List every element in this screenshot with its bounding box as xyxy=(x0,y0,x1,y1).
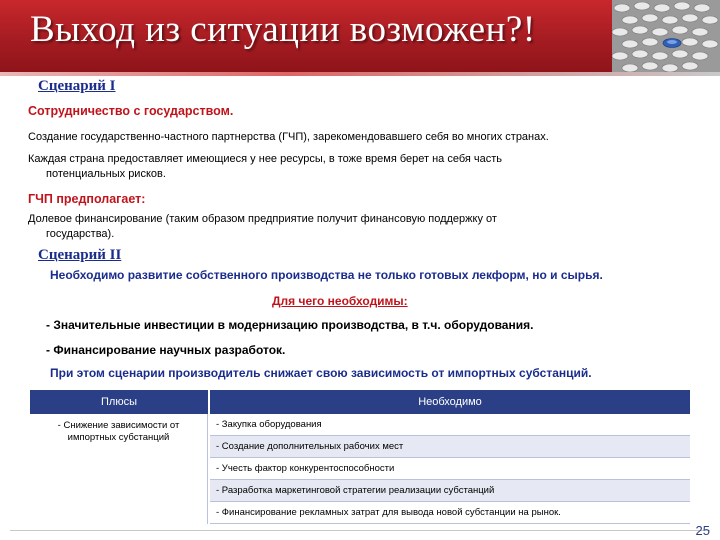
slide-title: Выход из ситуации возможен?! xyxy=(30,9,536,50)
ppp-text: Создание государственно-частного партнерства (ГЧП), зарекомендовавшего себя во многих странах. xyxy=(28,131,549,143)
table-header-pros: Плюсы xyxy=(30,390,208,414)
bullet-investments: - Значительные инвестиции в модернизацию производства, в т.ч. оборудования. xyxy=(46,318,534,332)
equity-text-line2: государства). xyxy=(46,228,115,240)
need-development-text: Необходимо развитие собственного производства не только готовых лекформ, но и сырья. xyxy=(50,268,603,282)
ppp-implies-heading: ГЧП предполагает: xyxy=(28,192,146,206)
pros-cell xyxy=(30,414,208,524)
conclusion-text: При этом сценарии производитель снижает свою зависимость от импортных субстанций. xyxy=(50,366,592,380)
scenario-1-heading: Сценарий I xyxy=(38,78,116,94)
slide-header xyxy=(0,0,720,72)
needed-row-3: - Учесть фактор конкурентоспособности xyxy=(210,458,690,480)
scenario-2-heading: Сценарий II xyxy=(38,247,122,263)
country-text-line2: потенциальных рисков. xyxy=(46,168,166,180)
pills-icon xyxy=(612,0,720,72)
equity-text xyxy=(28,212,497,242)
header-divider xyxy=(0,72,720,76)
table-header-needed: Необходимо xyxy=(210,390,690,414)
why-needed-heading xyxy=(272,294,408,308)
equity-text-line1: Долевое финансирование (таким образом предприятие получит финансовую поддержку от xyxy=(28,213,497,225)
pros-line1: - Снижение зависимости от xyxy=(57,420,180,431)
footer-divider xyxy=(10,530,710,531)
pros-needed-table xyxy=(30,390,690,524)
needed-row-2: - Создание дополнительных рабочих мест xyxy=(210,436,690,458)
country-text xyxy=(28,152,502,182)
bullet-research-funding: - Финансирование научных разработок. xyxy=(46,343,286,357)
cooperation-heading: Сотрудничество с государством. xyxy=(28,104,234,118)
needed-row-1: - Закупка оборудования xyxy=(210,414,690,436)
needed-row-5: - Финансирование рекламных затрат для вывода новой субстанции на рынок. xyxy=(210,502,690,524)
page-number: 25 xyxy=(695,523,710,538)
why-needed-label: Для чего необходимы: xyxy=(272,294,408,308)
country-text-line1: Каждая страна предоставляет имеющиеся у нее ресурсы, в тоже время берет на себя часть xyxy=(28,153,503,165)
pros-line2: импортных субстанций xyxy=(67,432,170,443)
needed-row-4: - Разработка маркетинговой стратегии реализации субстанций xyxy=(210,480,690,502)
